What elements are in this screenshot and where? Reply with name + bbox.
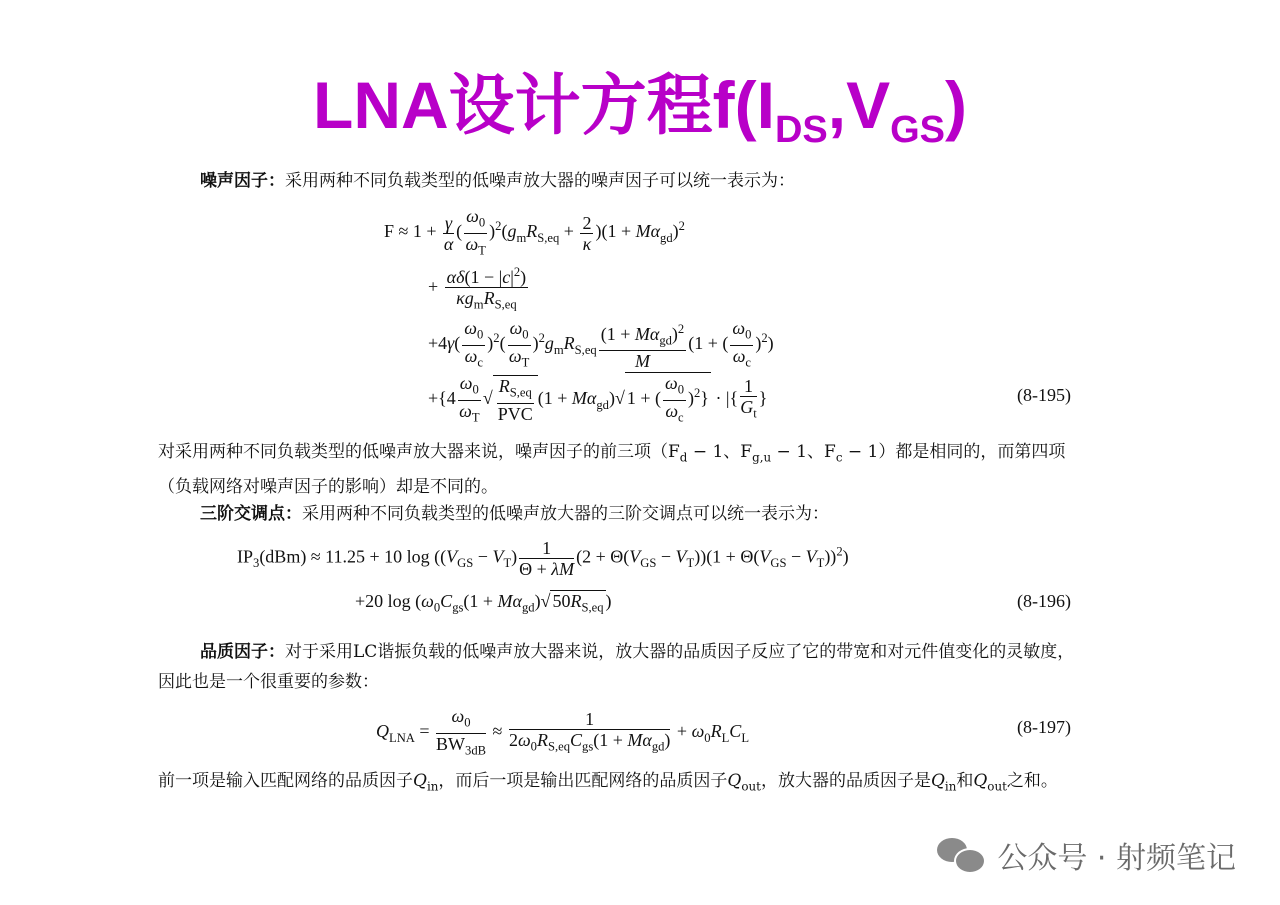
equation-number-8-195: (8-195) (1017, 385, 1071, 405)
page-title: LNA设计方程$f(I_{DS},V_{GS})$ (313, 68, 967, 151)
watermark-text: 公众号 · 射频笔记 (997, 841, 1236, 876)
ip3-equation-line1: $IP_3(dBm) \approx 11.25 + 10$ $\log ((V_{GS} - V_T)$ $\frac{1}{\Theta + \lambda M}$ $(2 + \Theta(V_{GS} - V_T))(1 + \Theta(V_{GS} - V_T))^2$) (237, 538, 849, 579)
equation-number-8-197: (8-197) (1017, 717, 1071, 737)
noise-explanation: 对采用两种不同负载类型的低噪声放大器来说，噪声因子的前三项（$F_d - 1$、$F_{g,u} - 1$、$F_c - 1$）都是相同的，而第四项（负载网络对噪声因子的影响）却是不同的。 (158, 442, 1066, 498)
noise-equation-line3: +4γ( $\frac{\omega_0}{\omega_c}$ )$^2$( $\frac{\omega_0}{\omega_T}$ )$^2g_mR_{S,eq}$ $\frac{(1 + M\alpha_{gd})^2}{M}$ (1 + ( $\frac{\omega_0}{\omega_c}$ )$^2$) (428, 318, 774, 372)
noise-factor-intro: 噪声因子：采用两种不同负载类型的低噪声放大器的噪声因子可以统一表示为： (200, 171, 795, 191)
q-explanation: 前一项是输入匹配网络的品质因子$Q_{in}$，而后一项是输出匹配网络的品质因子$Q_{out}$，放大器的品质因子是$Q_{in}$和$Q_{out}$之和。 (158, 771, 1058, 794)
wechat-icon (937, 836, 985, 874)
noise-equation-line4: +{4 $\frac{\omega_0}{\omega_T}$ √ $\frac{R_{S,eq}}{\text{PVC}}$ $(1 + M\alpha_{gd})√$ 1 + ( $\frac{\omega_0}{\omega_c}$ )$^2$} · |{ $\frac{1}{G_t}$ } (428, 372, 767, 427)
q-equation: $Q_{LNA}$ = $\frac{\omega_0}{BW_{3dB}}$ ≈ $\frac{1}{2\omega_0R_{S,eq}C_{gs}(1 + M\alpha_{gd})}$ + $\omega_0R_LC_L$ (376, 706, 750, 758)
ip3-intro: 三阶交调点：采用两种不同负载类型的低噪声放大器的三阶交调点可以统一表示为： (200, 504, 829, 524)
ip3-equation-line2: +20 $\log (\omega_0C_{gs}(1 + M\alpha_{gd})√$ $50R_{S,eq}$ ) (355, 591, 612, 615)
noise-equation-line1: F ≈ 1 + $\frac{\gamma}{\alpha}$ ( $\frac{\omega_0}{\omega_T}$ )$^2(g_mR_{S,eq}$ + $\frac{2}{\kappa}$ )$(1 + M\alpha_{gd})^2$ (384, 206, 685, 258)
q-factor-intro: 品质因子：对于采用LC谐振负载的低噪声放大器来说，放大器的品质因子反应了它的带宽和对元件值变化的灵敏度，因此也是一个很重要的参数： (158, 642, 1075, 692)
equation-number-8-196: (8-196) (1017, 591, 1071, 611)
noise-equation-line2: + $\frac{\alpha\delta(1 - |c|^2)}{\kappa g_mR_{S,eq}}$ (428, 262, 530, 315)
watermark (937, 833, 1236, 877)
